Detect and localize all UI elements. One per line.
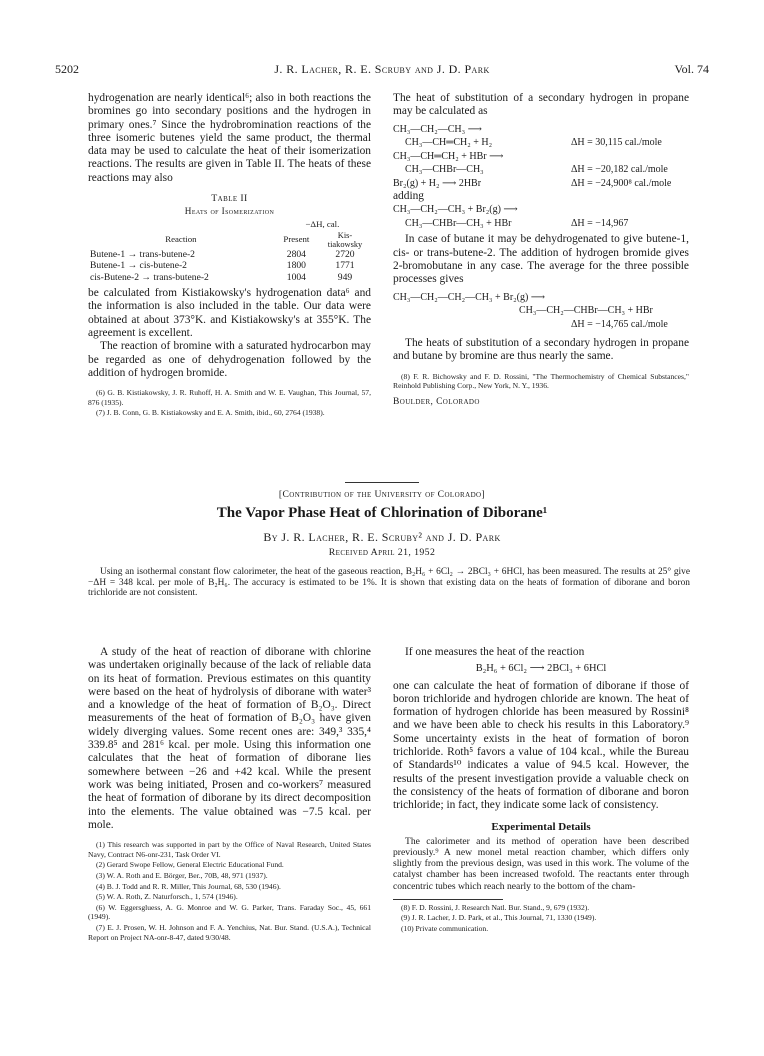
table-header-kis: Kis-tiakowsky [327,230,363,249]
footnotes [88,840,371,942]
equation: CH₃—CH₂—CHBr—CH₃ + HBr [519,305,653,317]
table-header-reaction: Reaction [165,233,197,244]
paragraph: If one measures the heat of the reaction [405,646,585,658]
footnote: (3) W. A. Roth and E. Börger, Ber., 70B, 48, 971 (1937). [96,870,268,880]
location-line: Boulder, Colorado [393,396,480,407]
byline: By J. R. Lacher, R. E. Scruby² and J. D. Park [263,530,501,544]
paragraph: The calorimeter and its method of operation have been described previously.⁹ A new monel metal reaction chamber, which differs only slightly from the previous design, was used in this work. The volume of the catalyst chamber has been increased twofold. The reactants enter through concentric tubes which reach nearly to the bottom of the cham- [393,835,689,892]
right-top-column [393,92,689,409]
table-title: Table II [211,193,248,205]
article-title: The Vapor Phase Heat of Chlorination of Diborane¹ [216,505,548,521]
equation: CH₃—CH₂—CH₂—CH₃ + Br₂(g) ⟶ [393,291,546,303]
left-top-column [88,92,371,419]
table-row: cis-Butene-2 → trans-butene-2 1004 949 [90,271,353,283]
paragraph: The heat of substitution of a secondary hydrogen in propane may be calculated as [393,92,689,118]
enthalpy-value: ΔH = −20,182 cal./mole [571,164,668,176]
enthalpy-value: ΔH = −14,765 cal./mole [571,318,668,330]
footnotes [88,388,371,418]
abstract: Using an isothermal constant flow calorimeter, the heat of the gaseous reaction, B₂H₆ + 6Cl₂ → 2BCl₃ + 6HCl, has been measured. The results at 25° give −ΔH = 348 kcal. per mole of B₂H₆. The accuracy is estimated to be 1%. It is shown that existing data on the heats of formation of diborane and boron trichloride are not consistent. [88,567,690,599]
table-unit-header: −ΔH, cal. [305,219,340,230]
left-bottom-column [88,646,371,943]
paragraph: The reaction of bromine with a saturated hydrocarbon may be regarded as one of dehydrogenation followed by the addition of hydrogen bromide. [88,340,371,379]
volume-label: Vol. 74 [674,62,709,76]
table-header-present: Present [283,233,310,244]
footnote: (10) Private communication. [401,924,489,934]
equation: B₂H₆ + 6Cl₂ ⟶ 2BCl₃ + 6HCl [475,663,607,675]
footnote: (6) G. B. Kistiakowsky, J. R. Ruhoff, H. A. Smith and W. E. Vaughan, This Journal, 57, 876 (1935). [88,388,371,407]
paragraph: A study of the heat of reaction of diborane with chlorine was undertaken originally because of the lack of reliable data on its heat of formation. Previous estimates on this quantity were based on the heat of hydrolysis of diborane with water³ and a knowledge of the heat of formation of B₂O₃. Direct measurements of the heat of formation of B₂O₃ have given widely diverging values. Some recent ones are: 349,³ 335,⁴ 339.8⁵ and 281⁶ kcal. per mole. Using this information one calculates that the heat of formation of diborane lies somewhere between −26 and +42 kcal. While the present work was being initiated, Prosen and co-workers⁷ measured the heat of formation of diborane by its direct decomposition into the elements. The value obtained was −7.5 kcal. per mole. [88,646,371,831]
equation: CH₃—CHBr—CH₃ [405,164,484,176]
enthalpy-value: ΔH = 30,115 cal./mole [571,137,662,149]
footnote: (5) W. A. Roth, Z. Naturforsch., 1, 574 (1946). [96,892,238,902]
paragraph: one can calculate the heat of formation of diborane if those of boron trichloride and hydrogen chloride are known. The heat of formation of hydrogen chloride has been measured by Rossini⁸ and we have been able to check his results in this Laboratory.⁹ Some uncertainty exists in the heat of formation of boron trichloride. Roth⁵ favors a value of 104 kcal., while the Bureau of Standards¹⁰ indicates a value of 94.5 kcal. However, the results of the present investigation provide a valuable check on the consistency of the heats of formation of diborane and boron trichloride; in fact, they indicate some lack of consistency. [393,679,689,812]
footnote: (7) E. J. Prosen, W. H. Johnson and F. A. Yenchius, Nat. Bur. Stand. (U.S.A.), Technical Report on Project NA-onr-8-47, dated 9/30/48. [88,922,371,942]
table [88,219,371,283]
right-bottom-column [393,646,689,935]
equation-block [393,123,689,191]
section-heading: Experimental Details [491,820,591,833]
table-ii [88,193,371,283]
footnote: (1) This research was supported in part by the Office of Naval Research, United States Navy, Contract N6-onr-231, Task Order VI. [88,840,371,859]
running-head-authors: J. R. Lacher, R. E. Scruby and J. D. Park [274,62,490,76]
paragraph: be calculated from Kistiakowsky's hydrogenation data⁶ and the information is also included in the table. Our data were obtained at about 373°K. and Kistiakowsky's at 355°K. The agreement is excellent. [88,287,371,339]
table-subtitle: Heats of Isomerization [184,206,275,217]
footnote: (8) F. R. Bichowsky and F. D. Rossini, "The Thermochemistry of Chemical Substances," Reinhold Publishing Corp., New York, N. Y., 1936. [393,371,689,391]
enthalpy-value: ΔH = −24,900⁸ cal./mole [571,177,672,189]
enthalpy-value: ΔH = −14,967 [571,217,629,229]
paragraph: In case of butane it may be dehydrogenated to give butene-1, cis- or trans-butene-2. The addition of hydrogen bromide gives 2-bromobutane in any case. The average for the three possible processes gives [393,233,689,286]
page-number: 5202 [55,62,79,76]
footnote: (2) Gerard Swope Fellow, General Electric Educational Fund. [96,860,284,870]
footnotes [393,903,689,934]
contribution-line: [Contribution of the University of Colorado] [278,489,486,500]
equation-block [393,203,689,230]
footnote: (7) J. B. Conn, G. B. Kistiakowsky and E. A. Smith, ibid., 60, 2764 (1938). [96,408,325,418]
paragraph: The heats of substitution of a secondary hydrogen in propane and butane by bromine are thus nearly the same. [393,337,689,363]
equation: CH₃—CHBr—CH₃ + HBr [405,217,512,229]
footnote: (4) B. J. Todd and R. R. Miller, This Journal, 68, 530 (1946). [96,881,281,891]
equation: CH₃—CH₂—CH₃ + Br₂(g) ⟶ [393,204,518,216]
footnotes [393,372,689,391]
equation: Br₂(g) + H₂ ⟶ 2HBr [393,177,482,189]
equation-block [393,291,689,332]
paragraph: adding [393,190,425,203]
paragraph: hydrogenation are nearly identical⁶; also in both reactions the bromines go into secondary positions and the hydrogen in primary ones.⁷ Since the hydrobromination reactions of the three isomeric butenes yield the same product, the thermal data may be used to calculate the heat of their isomerization reactions. The results are given in Table II. The heats of these reactions may also [88,92,371,184]
footnote: (8) F. D. Rossini, J. Research Natl. Bur. Stand., 9, 679 (1932). [401,902,590,912]
footnote-rule [393,899,503,900]
section-divider [345,482,419,483]
equation: CH₃—CH═CH₂ + H₂ [405,137,493,149]
table-row: Butene-1 → cis-butene-2 1800 1771 [90,260,355,272]
equation: CH₃—CH₂—CH₃ ⟶ [393,123,482,135]
received-date: Received April 21, 1952 [328,547,436,558]
footnote: (6) W. Eggersgluess, A. G. Monroe and W. G. Parker, Trans. Faraday Soc., 45, 661 (1949). [88,902,371,922]
equation: CH₃—CH═CH₂ + HBr ⟶ [393,150,504,162]
table-row: Butene-1 → trans-butene-2 2804 2720 [90,248,355,260]
footnote: (9) J. R. Lacher, J. D. Park, et al., This Journal, 71, 1330 (1949). [401,913,597,923]
